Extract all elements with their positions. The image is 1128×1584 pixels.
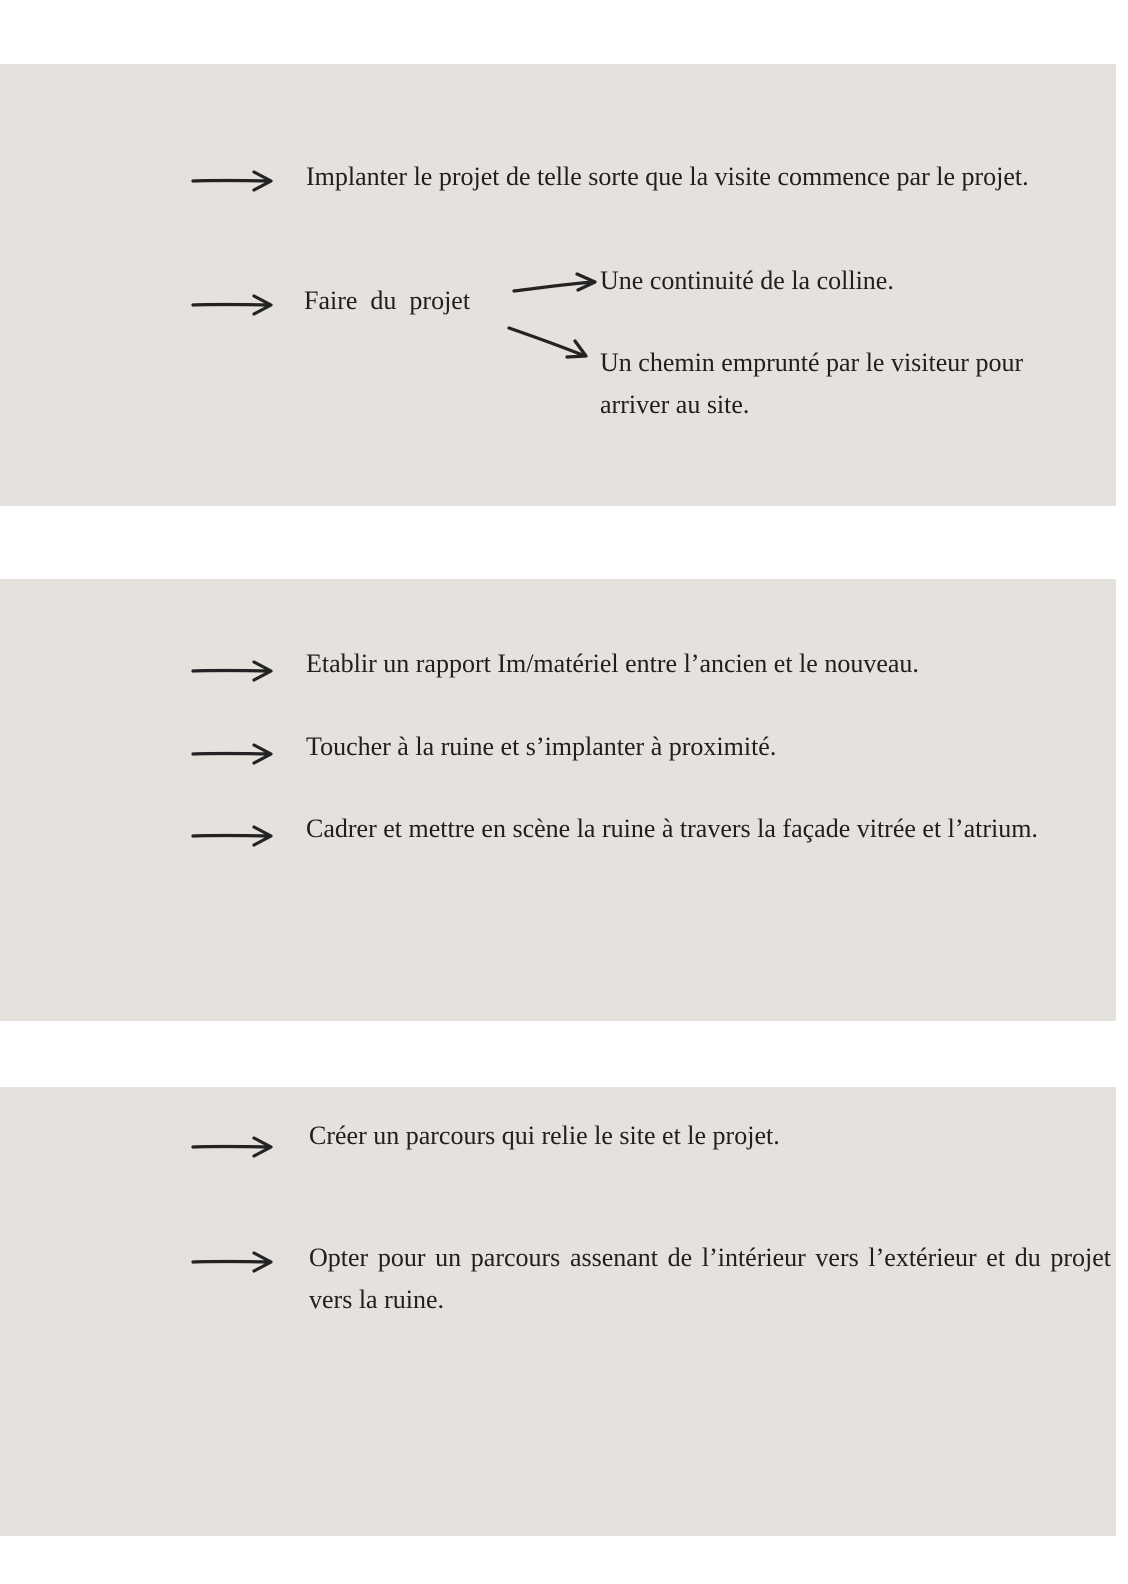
section-panel-1 xyxy=(0,64,1116,506)
goal-text-7: Opter pour un parcours assenant de l’intérieur vers l’extérieur et du projet vers la ruine. xyxy=(309,1243,1111,1314)
right-arrow-icon xyxy=(190,1249,280,1275)
branch-text-2: Un chemin emprunté par le visiteur pour arriver au site. xyxy=(600,348,1024,419)
right-arrow-icon xyxy=(190,292,280,318)
goal-text-2: Faire du projet xyxy=(304,286,471,315)
branch-text-1: Une continuité de la colline. xyxy=(600,266,894,295)
right-arrow-icon xyxy=(190,741,280,767)
goal-text-4: Toucher à la ruine et s’implanter à proximité. xyxy=(306,732,777,761)
goal-text-3: Etablir un rapport Im/matériel entre l’ancien et le nouveau. xyxy=(306,649,919,678)
goal-text-1: Implanter le projet de telle sorte que la visite commence par le projet. xyxy=(306,162,1029,191)
right-arrow-icon xyxy=(190,658,280,684)
arrow-down-right-icon xyxy=(505,324,595,364)
goal-text-6: Créer un parcours qui relie le site et le projet. xyxy=(309,1121,780,1150)
right-arrow-icon xyxy=(190,1134,280,1160)
goal-text-5: Cadrer et mettre en scène la ruine à travers la façade vitrée et l’atrium. xyxy=(306,814,1038,843)
right-arrow-icon xyxy=(190,168,280,194)
arrow-up-right-icon xyxy=(510,269,600,295)
section-panel-3 xyxy=(0,1087,1116,1536)
section-panel-2 xyxy=(0,579,1116,1021)
right-arrow-icon xyxy=(190,823,280,849)
